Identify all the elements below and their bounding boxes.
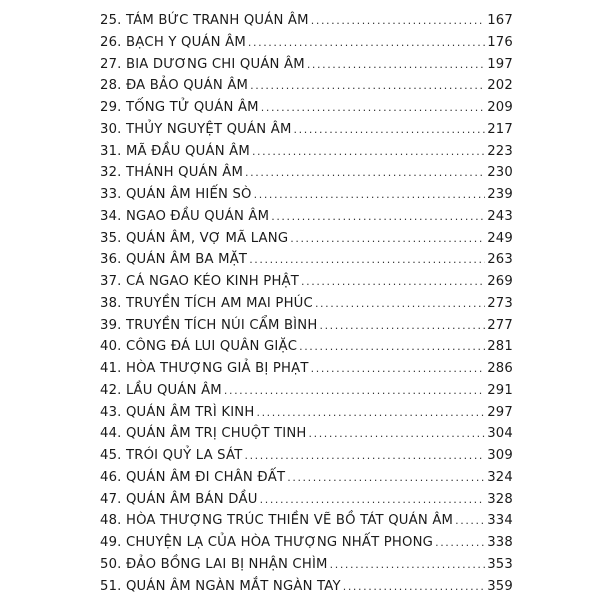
dot-leader <box>307 58 485 71</box>
toc-entry <box>100 492 513 514</box>
toc-entry <box>100 557 513 579</box>
toc-entry-title: 41. HÒA THƯỢNG GIẢ BỊ PHẠT <box>100 361 309 376</box>
toc-entry-page-number: 269 <box>487 274 513 289</box>
toc-entry-page-number: 297 <box>487 404 513 420</box>
toc-entry <box>100 448 513 470</box>
dot-leader <box>261 101 485 114</box>
toc-entry-title: 46. QUÁN ÂM ĐI CHÂN ĐẤT <box>100 469 286 485</box>
dot-leader <box>249 253 485 266</box>
toc-entry <box>100 274 513 296</box>
dot-leader <box>435 536 485 549</box>
dot-leader <box>315 297 485 310</box>
toc-entry-page-number: 359 <box>487 578 513 594</box>
toc-entry <box>100 426 513 448</box>
table-of-contents <box>100 13 513 600</box>
toc-entry-page-number: 286 <box>487 361 513 376</box>
toc-entry <box>100 318 513 340</box>
dot-leader <box>224 384 485 397</box>
toc-entry-title: 48. HÒA THƯỢNG TRÚC THIỀN VẼ BỒ TÁT QUÁN ÂM <box>100 513 454 529</box>
toc-entry-title: 33. QUÁN ÂM HIẾN SÒ <box>100 187 252 202</box>
dot-leader <box>287 471 485 484</box>
dot-leader <box>319 319 485 332</box>
toc-entry <box>100 187 513 209</box>
toc-entry-title: 27. BIA DƯƠNG CHI QUÁN ÂM <box>100 56 305 72</box>
toc-entry-title: 49. CHUYỆN LẠ CỦA HÒA THƯỢNG NHẤT PHONG <box>100 535 434 550</box>
dot-leader <box>250 79 485 92</box>
dot-leader <box>290 232 485 245</box>
toc-entry <box>100 405 513 427</box>
dot-leader <box>309 427 486 440</box>
toc-entry-page-number: 209 <box>487 100 513 115</box>
dot-leader <box>455 514 485 527</box>
dot-leader <box>301 275 485 288</box>
toc-entry-title: 39. TRUYỀN TÍCH NÚI CẨM BÌNH <box>100 317 318 333</box>
toc-entry <box>100 383 513 405</box>
toc-entry <box>100 470 513 492</box>
dot-leader <box>311 14 485 27</box>
toc-entry <box>100 78 513 100</box>
toc-entry-title: 43. QUÁN ÂM TRÌ KINH <box>100 404 255 420</box>
toc-entry-page-number: 338 <box>487 535 513 550</box>
dot-leader <box>260 493 486 506</box>
toc-entry-title: 34. NGAO ĐẦU QUÁN ÂM <box>100 208 270 224</box>
toc-entry-page-number: 273 <box>487 295 513 311</box>
toc-entry-title: 28. ĐA BẢO QUÁN ÂM <box>100 78 249 94</box>
dot-leader <box>254 188 486 201</box>
toc-entry-page-number: 202 <box>487 78 513 94</box>
toc-entry-title: 40. CÔNG ĐÁ LUI QUÂN GIẶC <box>100 339 298 355</box>
toc-entry-page-number: 230 <box>487 165 513 181</box>
toc-entry-title: 44. QUÁN ÂM TRỊ CHUỘT TINH <box>100 426 307 442</box>
toc-entry <box>100 209 513 231</box>
toc-entry-title: 50. ĐẢO BỒNG LAI BỊ NHẬN CHÌM <box>100 556 328 572</box>
toc-entry-page-number: 324 <box>487 469 513 485</box>
dot-leader <box>311 362 486 375</box>
toc-entry <box>100 361 513 383</box>
dot-leader <box>343 580 485 593</box>
toc-entry <box>100 231 513 253</box>
toc-entry-page-number: 353 <box>487 556 513 572</box>
toc-entry-page-number: 281 <box>487 339 513 355</box>
toc-entry <box>100 13 513 35</box>
toc-entry-page-number: 167 <box>487 13 513 28</box>
toc-entry-page-number: 334 <box>487 513 513 529</box>
toc-entry <box>100 339 513 361</box>
toc-entry-page-number: 176 <box>487 34 513 50</box>
toc-entry-page-number: 197 <box>487 56 513 72</box>
dot-leader <box>271 210 485 223</box>
toc-entry-title: 37. CÁ NGAO KÉO KINH PHẬT <box>100 274 300 289</box>
toc-entry <box>100 513 513 535</box>
dot-leader <box>294 123 486 136</box>
toc-entry-page-number: 309 <box>487 448 513 463</box>
toc-entry <box>100 296 513 318</box>
toc-entry-title: 29. TỐNG TỬ QUÁN ÂM <box>100 100 259 115</box>
toc-entry-title: 25. TÁM BỨC TRANH QUÁN ÂM <box>100 13 309 28</box>
toc-entry-page-number: 291 <box>487 382 513 398</box>
toc-entry-page-number: 223 <box>487 143 513 159</box>
dot-leader <box>256 406 485 419</box>
toc-entry <box>100 165 513 187</box>
dot-leader <box>244 449 485 462</box>
toc-entry <box>100 35 513 57</box>
toc-entry-page-number: 263 <box>487 252 513 268</box>
toc-entry <box>100 252 513 274</box>
toc-entry-page-number: 239 <box>487 187 513 202</box>
dot-leader <box>245 166 485 179</box>
toc-entry-title: 32. THÁNH QUÁN ÂM <box>100 165 244 181</box>
toc-entry-title: 31. MÃ ĐẦU QUÁN ÂM <box>100 143 250 159</box>
dot-leader <box>252 145 485 158</box>
toc-entry <box>100 579 513 600</box>
toc-entry-title: 42. LẦU QUÁN ÂM <box>100 382 222 398</box>
toc-entry-title: 35. QUÁN ÂM, VỢ MÃ LANG <box>100 230 289 246</box>
toc-entry-page-number: 328 <box>487 491 513 507</box>
toc-entry-title: 30. THỦY NGUYỆT QUÁN ÂM <box>100 121 292 137</box>
toc-entry-page-number: 304 <box>487 426 513 442</box>
toc-entry <box>100 57 513 79</box>
toc-entry-title: 36. QUÁN ÂM BA MẶT <box>100 252 248 268</box>
toc-entry <box>100 144 513 166</box>
toc-entry-title: 47. QUÁN ÂM BÁN DẦU <box>100 491 258 507</box>
dot-leader <box>299 340 485 353</box>
toc-entry-page-number: 277 <box>487 317 513 333</box>
dot-leader <box>330 558 486 571</box>
dot-leader <box>248 36 485 49</box>
toc-entry <box>100 535 513 557</box>
toc-entry-page-number: 217 <box>487 121 513 137</box>
toc-entry <box>100 100 513 122</box>
toc-entry-title: 51. QUÁN ÂM NGÀN MẮT NGÀN TAY <box>100 578 341 594</box>
toc-entry <box>100 122 513 144</box>
toc-entry-page-number: 243 <box>487 208 513 224</box>
toc-entry-page-number: 249 <box>487 230 513 246</box>
toc-entry-title: 45. TRÓI QUỶ LA SÁT <box>100 448 243 463</box>
toc-entry-title: 26. BẠCH Y QUÁN ÂM <box>100 34 246 50</box>
toc-entry-title: 38. TRUYỀN TÍCH AM MAI PHÚC <box>100 295 313 311</box>
